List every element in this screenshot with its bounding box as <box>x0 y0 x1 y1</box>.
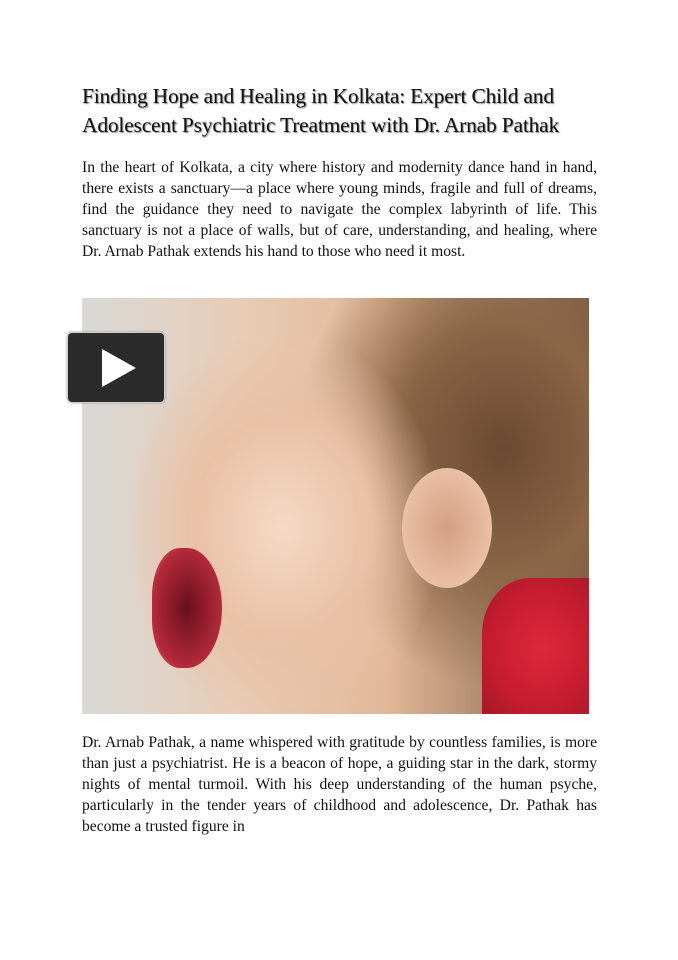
document-title <box>82 82 602 140</box>
title-line-2: Adolescent Psychiatric Treatment with Dr. Arnab Pathak <box>82 113 560 137</box>
photo-mouth <box>152 548 222 668</box>
body-paragraph: Dr. Arnab Pathak, a name whispered with gratitude by countless families, is more than just a psychiatrist. He is a beacon of hope, a guiding star in the dark, stormy nights of mental turmoil. With his deep understanding of the human psyche, particularly in the tender years of childhood and adolescence, Dr. Pathak has become a trusted figure in <box>82 734 597 835</box>
play-icon <box>100 349 138 387</box>
intro-paragraph: In the heart of Kolkata, a city where history and modernity dance hand in hand, there exists a sanctuary—a place where young minds, fragile and full of dreams, find the guidance they need to navigate the complex labyrinth of life. This sanctuary is not a place of walls, but of care, understanding, and healing, where Dr. Arnab Pathak extends his hand to those who need it most. <box>82 159 597 260</box>
title-line-1: Finding Hope and Healing in Kolkata: Expert Child and <box>82 84 554 108</box>
play-button[interactable] <box>67 332 165 403</box>
photo-ear <box>402 468 492 588</box>
photo-dress <box>482 578 589 714</box>
